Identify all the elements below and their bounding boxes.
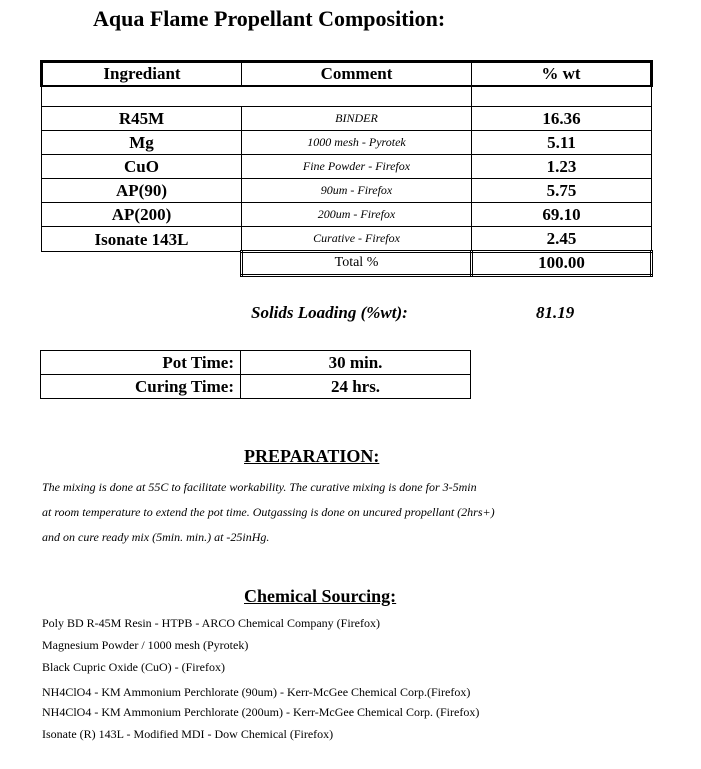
pot-time-label: Pot Time: bbox=[41, 351, 241, 375]
ingredient-name: AP(90) bbox=[42, 179, 242, 203]
ingredient-name: R45M bbox=[42, 107, 242, 131]
curing-time-value: 24 hrs. bbox=[241, 375, 471, 399]
curing-time-row bbox=[41, 375, 471, 399]
ingredient-header: Ingrediant bbox=[42, 62, 242, 87]
sourcing-heading: Chemical Sourcing: bbox=[244, 586, 397, 606]
ingredient-pct: 16.36 bbox=[472, 107, 652, 131]
ingredient-comment: 200um - Firefox bbox=[242, 203, 472, 227]
ingredient-name: AP(200) bbox=[42, 203, 242, 227]
ingredient-pct: 5.11 bbox=[472, 131, 652, 155]
pot-time-row bbox=[41, 351, 471, 375]
table-row bbox=[42, 227, 652, 252]
ingredient-comment: 90um - Firefox bbox=[242, 179, 472, 203]
time-table bbox=[40, 350, 471, 399]
ingredient-name: Mg bbox=[42, 131, 242, 155]
solids-loading-value: 81.19 bbox=[536, 303, 575, 322]
pot-time-value: 30 min. bbox=[241, 351, 471, 375]
preparation-line: and on cure ready mix (5min. min.) at -25inHg. bbox=[42, 530, 270, 544]
ingredient-comment: Curative - Firefox bbox=[242, 227, 472, 252]
table-row bbox=[42, 203, 652, 227]
list-item: Isonate (R) 143L - Modified MDI - Dow Chemical (Firefox) bbox=[42, 727, 334, 741]
ingredient-pct: 1.23 bbox=[472, 155, 652, 179]
page-title: Aqua Flame Propellant Composition: bbox=[93, 6, 446, 31]
list-item: Magnesium Powder / 1000 mesh (Pyrotek) bbox=[42, 638, 249, 652]
ingredient-comment: BINDER bbox=[242, 107, 472, 131]
total-row bbox=[42, 252, 652, 276]
curing-time-label: Curing Time: bbox=[41, 375, 241, 399]
composition-table bbox=[40, 60, 653, 277]
preparation-heading: PREPARATION: bbox=[244, 446, 380, 466]
table-row bbox=[42, 155, 652, 179]
list-item: Black Cupric Oxide (CuO) - (Firefox) bbox=[42, 660, 225, 674]
list-item: Poly BD R-45M Resin - HTPB - ARCO Chemical Company (Firefox) bbox=[42, 616, 380, 630]
preparation-line: at room temperature to extend the pot time. Outgassing is done on uncured propellant (2hrs+) bbox=[42, 505, 495, 519]
composition-header-row bbox=[42, 62, 652, 87]
total-value: 100.00 bbox=[472, 252, 652, 276]
ingredient-pct: 5.75 bbox=[472, 179, 652, 203]
pct-header: % wt bbox=[472, 62, 652, 87]
ingredient-pct: 2.45 bbox=[472, 227, 652, 252]
table-row bbox=[42, 107, 652, 131]
ingredient-name: Isonate 143L bbox=[42, 227, 242, 252]
ingredient-pct: 69.10 bbox=[472, 203, 652, 227]
ingredient-comment: 1000 mesh - Pyrotek bbox=[242, 131, 472, 155]
preparation-line: The mixing is done at 55C to facilitate workability. The curative mixing is done for 3-5min bbox=[42, 480, 477, 494]
comment-header: Comment bbox=[242, 62, 472, 87]
spacer-row bbox=[42, 86, 652, 107]
solids-loading-label: Solids Loading (%wt): bbox=[251, 303, 408, 322]
preparation-text bbox=[42, 475, 682, 550]
table-row bbox=[42, 131, 652, 155]
list-item: NH4ClO4 - KM Ammonium Perchlorate (200um) - Kerr-McGee Chemical Corp. (Firefox) bbox=[42, 705, 480, 719]
total-label: Total % bbox=[242, 252, 472, 276]
ingredient-comment: Fine Powder - Firefox bbox=[242, 155, 472, 179]
sourcing-list bbox=[42, 612, 479, 745]
ingredient-name: CuO bbox=[42, 155, 242, 179]
table-row bbox=[42, 179, 652, 203]
list-item: NH4ClO4 - KM Ammonium Perchlorate (90um) - Kerr-McGee Chemical Corp.(Firefox) bbox=[42, 685, 471, 699]
